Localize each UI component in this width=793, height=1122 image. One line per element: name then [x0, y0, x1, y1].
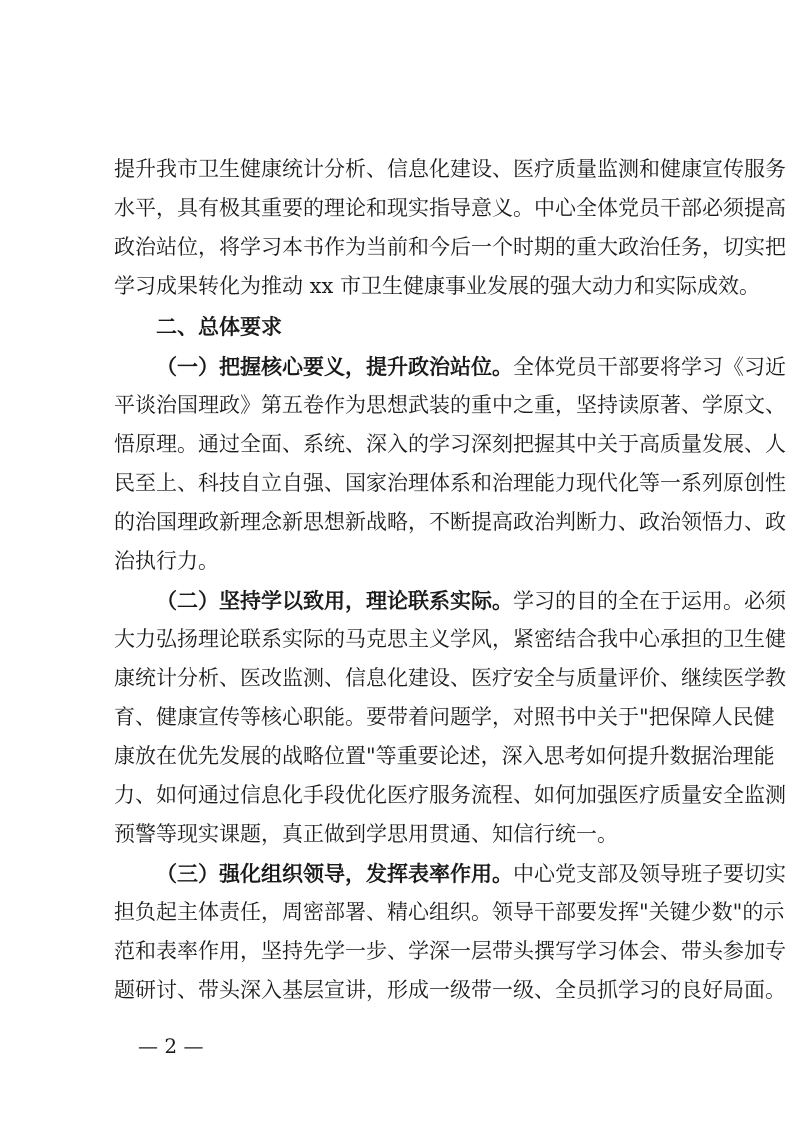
item-title: （三）强化组织领导，发挥表率作用。 [156, 861, 513, 886]
text-line: 题研讨、带头深入基层宣讲，形成一级带一级、全员抓学习的良好局面。 [114, 978, 786, 1002]
text-line: 大力弘扬理论联系实际的马克思主义学风，紧密结合我中心承担的卫生健 [114, 627, 786, 651]
text-line: 平谈治国理政》第五卷作为思想武装的重中之重，坚持读原著、学原文、 [114, 393, 786, 417]
document-body [114, 150, 786, 1010]
text-line: 育、健康宣传等核心职能。要带着问题学，对照书中关于"把保障人民健 [114, 705, 775, 729]
text-line: 提升我市卫生健康统计分析、信息化建设、医疗质量监测和健康宣传服务 [114, 157, 786, 181]
item-text: 中心党支部及领导班子要切实 [513, 862, 786, 886]
text-line: 民至上、科技自立自强、国家治理体系和治理能力现代化等一系列原创性 [114, 471, 786, 495]
requirement-item-2 [114, 581, 786, 854]
item-title: （一）把握核心要义，提升政治站位。 [156, 354, 513, 379]
item-text: 全体党员干部要将学习《习近 [513, 355, 786, 379]
page-number: — 2 — [138, 1034, 204, 1058]
intro-paragraph [114, 150, 786, 306]
item-first-line [114, 581, 786, 620]
text-line: 悟原理。通过全面、系统、深入的学习深刻把握其中关于高质量发展、人 [114, 432, 786, 456]
item-title: （二）坚持学以致用，理论联系实际。 [156, 588, 513, 613]
text-line: 康放在优先发展的战略位置"等重要论述，深入思考如何提升数据治理能 [114, 744, 775, 768]
requirement-item-1 [114, 347, 786, 581]
text-line: 力、如何通过信息化手段优化医疗服务流程、如何加强医疗质量安全监测 [114, 783, 786, 807]
text-line: 预警等现实课题，真正做到学思用贯通、知信行统一。 [114, 822, 618, 846]
item-first-line [114, 854, 786, 893]
text-line: 范和表率作用，坚持先学一步、学深一层带头撰写学习体会、带头参加专 [114, 939, 786, 963]
item-first-line [114, 347, 786, 386]
text-line: 政治站位，将学习本书作为当前和今后一个时期的重大政治任务，切实把 [114, 235, 786, 259]
section-heading: 二、总体要求 [156, 315, 282, 339]
item-text: 学习的目的全在于运用。必须 [513, 589, 786, 613]
requirement-item-3 [114, 854, 786, 1010]
text-line: 治执行力。 [114, 549, 219, 573]
text-line: 康统计分析、医改监测、信息化建设、医疗安全与质量评价、继续医学教 [114, 666, 786, 690]
text-line: 水平，具有极其重要的理论和现实指导意义。中心全体党员干部必须提高 [114, 196, 786, 220]
text-line: 的治国理政新理念新思想新战略，不断提高政治判断力、政治领悟力、政 [114, 510, 786, 534]
text-line: 担负起主体责任，周密部署、精心组织。领导干部要发挥"关键少数"的示 [114, 900, 785, 924]
text-line: 学习成果转化为推动 xx 市卫生健康事业发展的强大动力和实际成效。 [114, 274, 761, 298]
